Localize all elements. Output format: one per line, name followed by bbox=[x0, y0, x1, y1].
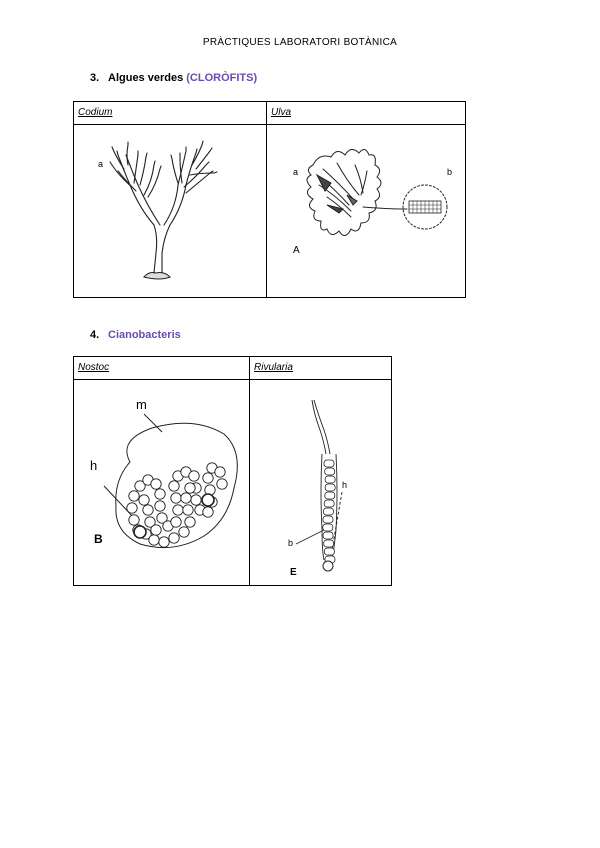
nostoc-cell bbox=[173, 505, 183, 515]
rivularia-cell bbox=[325, 484, 335, 491]
rivularia-drawing bbox=[250, 380, 391, 585]
header-rivularia: Rivularia bbox=[250, 357, 392, 380]
section-4-title bbox=[90, 329, 181, 341]
nostoc-cell bbox=[203, 507, 213, 517]
nostoc-cell bbox=[189, 471, 199, 481]
rivularia-cell bbox=[324, 548, 334, 555]
nostoc-cell bbox=[139, 495, 149, 505]
page-header: PRÀCTIQUES LABORATORI BOTÀNICA bbox=[202, 37, 398, 48]
nostoc-heterocyst bbox=[134, 526, 146, 538]
rivularia-illustration bbox=[250, 380, 391, 585]
nostoc-illustration bbox=[74, 380, 249, 585]
nostoc-cell bbox=[179, 527, 189, 537]
nostoc-cell bbox=[159, 537, 169, 547]
cell-ulva bbox=[267, 125, 466, 298]
section-4-number: 4. bbox=[90, 329, 100, 341]
header-nostoc: Nostoc bbox=[74, 357, 250, 380]
nostoc-label-h: h bbox=[90, 458, 98, 473]
nostoc-cell bbox=[185, 517, 195, 527]
cell-codium bbox=[74, 125, 267, 298]
header-ulva: Ulva bbox=[267, 102, 466, 125]
rivularia-cell bbox=[325, 476, 335, 483]
table-algues-verdes bbox=[73, 101, 466, 298]
rivularia-cell bbox=[323, 524, 333, 531]
section-3-accent: (CLORÒFITS) bbox=[186, 72, 258, 84]
table-cianobacteris bbox=[73, 356, 392, 586]
codium-drawing bbox=[74, 125, 266, 297]
nostoc-drawing bbox=[74, 380, 249, 585]
nostoc-cell bbox=[215, 467, 225, 477]
nostoc-cell bbox=[149, 535, 159, 545]
nostoc-cell bbox=[191, 495, 201, 505]
nostoc-cell bbox=[185, 483, 195, 493]
section-3-heading: Algues verdes bbox=[108, 72, 184, 84]
nostoc-cell bbox=[151, 525, 161, 535]
ulva-label-b: b bbox=[447, 167, 453, 177]
rivularia-cell bbox=[325, 468, 335, 475]
cell-nostoc bbox=[74, 380, 250, 586]
codium-illustration bbox=[74, 125, 266, 297]
rivularia-cell bbox=[324, 540, 334, 547]
nostoc-cell bbox=[183, 505, 193, 515]
ulva-label-A: A bbox=[293, 245, 300, 256]
rivularia-cell bbox=[325, 492, 335, 499]
nostoc-cell bbox=[217, 479, 227, 489]
nostoc-cell bbox=[151, 479, 161, 489]
nostoc-cell bbox=[169, 481, 179, 491]
ulva-label-a: a bbox=[293, 167, 299, 177]
header-codium: Codium bbox=[74, 102, 267, 125]
nostoc-cell bbox=[169, 533, 179, 543]
nostoc-cell bbox=[155, 501, 165, 511]
nostoc-cell bbox=[155, 489, 165, 499]
ulva-drawing bbox=[267, 125, 465, 297]
nostoc-cell bbox=[171, 493, 181, 503]
nostoc-cell bbox=[181, 493, 191, 503]
nostoc-cell bbox=[127, 503, 137, 513]
rivularia-cell bbox=[323, 516, 333, 523]
nostoc-cell bbox=[129, 491, 139, 501]
nostoc-cell bbox=[143, 505, 153, 515]
cell-rivularia bbox=[250, 380, 392, 586]
rivularia-cell bbox=[324, 460, 334, 467]
codium-label-a: a bbox=[98, 159, 104, 169]
rivularia-cell bbox=[323, 532, 333, 539]
nostoc-cell bbox=[171, 517, 181, 527]
rivularia-cell bbox=[324, 500, 334, 507]
rivularia-cell bbox=[323, 508, 333, 515]
nostoc-label-m: m bbox=[136, 397, 147, 412]
ulva-illustration bbox=[267, 125, 465, 297]
rivularia-label-E: E bbox=[290, 567, 297, 578]
nostoc-heterocyst bbox=[202, 494, 214, 506]
section-3-number: 3. bbox=[90, 72, 100, 84]
rivularia-label-h: h bbox=[342, 480, 348, 490]
nostoc-label-B: B bbox=[94, 532, 103, 546]
nostoc-cell bbox=[129, 515, 139, 525]
rivularia-label-b: b bbox=[288, 538, 294, 548]
section-4-heading: Cianobacteris bbox=[108, 329, 181, 341]
section-3-title bbox=[90, 72, 257, 84]
nostoc-cell bbox=[203, 473, 213, 483]
